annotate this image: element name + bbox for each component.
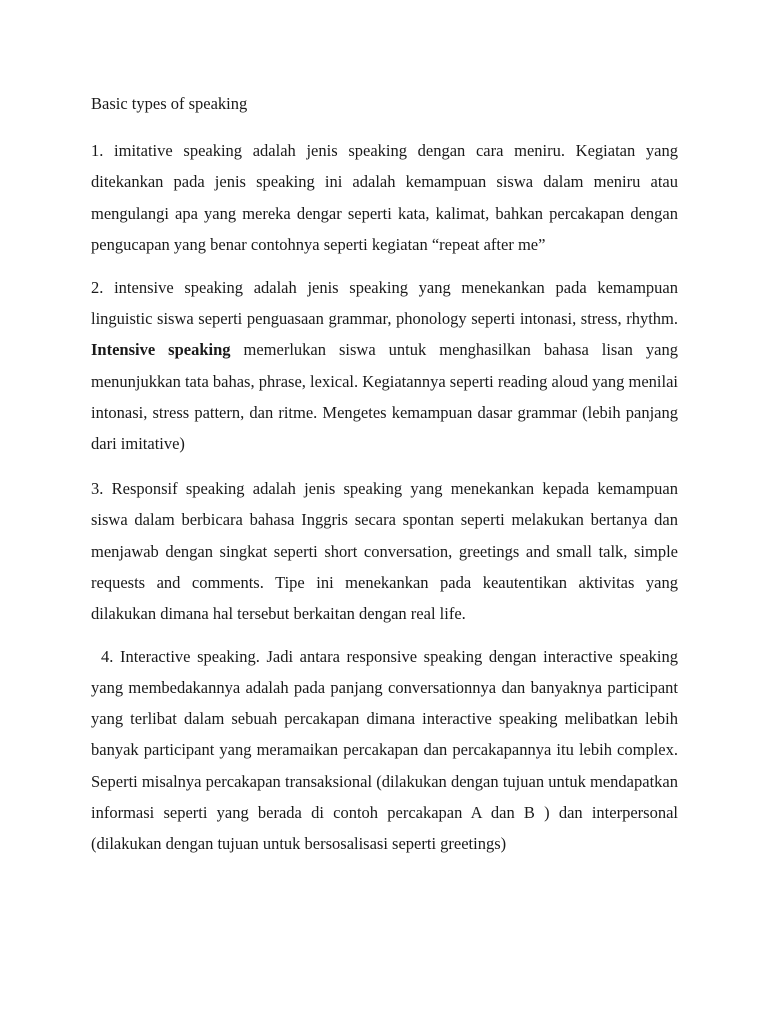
paragraph-intensive — [91, 272, 678, 459]
paragraph-interactive-text: 4. Interactive speaking. Jadi antara responsive speaking dengan interactive speaking yang membedakannya adalah pada panjang conversationnya dan banyaknya participant yang terlibat dalam sebuah percakapan dimana interactive speaking melibatkan lebih banyak participant yang meramaikan percakapan dan percakapannya itu lebih complex. Seperti misalnya percakapan transaksional (dilakukan dengan tujuan untuk mendapatkan informasi seperti yang berada di contoh percakapan A dan B ) dan interpersonal (dilakukan dengan tujuan untuk bersosalisasi seperti greetings) — [91, 647, 678, 853]
paragraph-responsive: 3. Responsif speaking adalah jenis speaking yang menekankan kepada kemampuan siswa dalam berbicara bahasa Inggris secara spontan seperti melakukan bertanya dan menjawab dengan singkat seperti short conversation, greetings and small talk, simple requests and comments. Tipe ini menekankan pada keautentikan aktivitas yang dilakukan dimana hal tersebut berkaitan dengan real life. — [91, 479, 678, 624]
paragraph-intensive-text-start: 2. intensive speaking adalah jenis speaking yang menekankan pada kemampuan linguistic siswa seperti penguasaan grammar, phonology seperti intonasi, stress, rhythm. — [91, 278, 678, 329]
paragraph-imitative: 1. imitative speaking adalah jenis speaking dengan cara meniru. Kegiatan yang ditekankan pada jenis speaking ini adalah kemampuan siswa dalam meniru atau mengulangi apa yang mereka dengar seperti kata, kalimat, bahkan percakapan dengan pengucapan yang benar contohnya seperti kegiatan “repeat after me” — [91, 141, 678, 254]
paragraph-intensive-bold-term: Intensive speaking — [91, 340, 231, 360]
paragraph-intensive-text-end: memerlukan siswa untuk menghasilkan bahasa lisan yang menunjukkan tata bahas, phrase, lexical. Kegiatannya seperti reading aloud yang menilai intonasi, stress pattern, dan ritme. Mengetes kemampuan dasar grammar (lebih panjang dari imitative) — [91, 340, 678, 454]
document-title: Basic types of speaking — [91, 94, 248, 113]
paragraph-interactive — [91, 641, 678, 859]
